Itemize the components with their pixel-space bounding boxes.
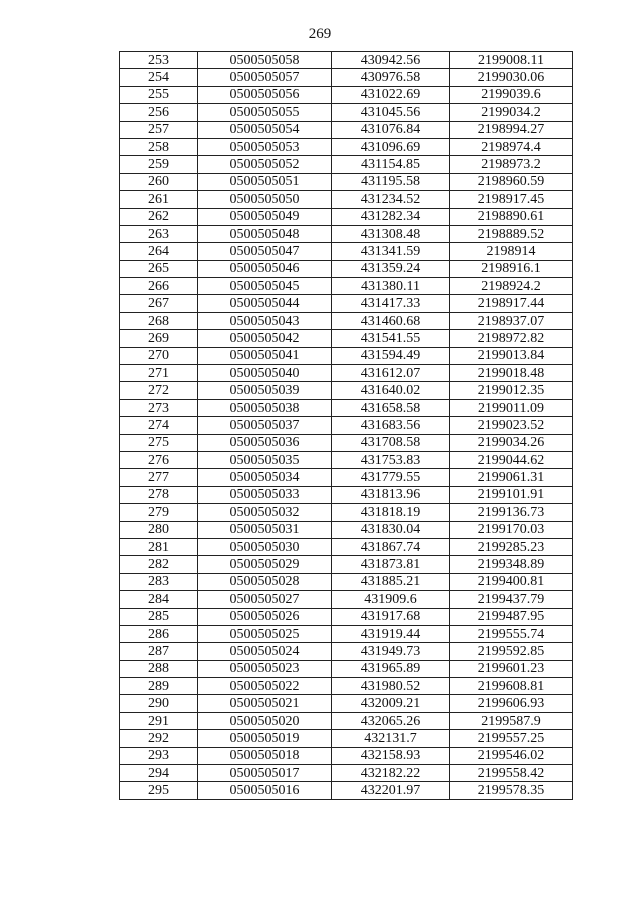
x-coordinate-cell: 432158.93 — [332, 747, 450, 764]
y-coordinate-cell: 2199101.91 — [450, 486, 573, 503]
row-number-cell: 270 — [120, 347, 198, 364]
table-row — [120, 225, 573, 242]
x-coordinate-cell: 431658.58 — [332, 399, 450, 416]
x-coordinate-cell: 431683.56 — [332, 417, 450, 434]
table-row — [120, 312, 573, 329]
x-coordinate-cell: 432131.7 — [332, 730, 450, 747]
point-id-cell: 0500505051 — [198, 173, 332, 190]
point-id-cell: 0500505032 — [198, 504, 332, 521]
x-coordinate-cell: 431234.52 — [332, 191, 450, 208]
y-coordinate-cell: 2198994.27 — [450, 121, 573, 138]
row-number-cell: 265 — [120, 260, 198, 277]
y-coordinate-cell: 2199039.6 — [450, 86, 573, 103]
row-number-cell: 256 — [120, 104, 198, 121]
y-coordinate-cell: 2199587.9 — [450, 712, 573, 729]
point-id-cell: 0500505030 — [198, 538, 332, 555]
point-id-cell: 0500505035 — [198, 451, 332, 468]
table-row — [120, 521, 573, 538]
point-id-cell: 0500505047 — [198, 243, 332, 260]
point-id-cell: 0500505056 — [198, 86, 332, 103]
y-coordinate-cell: 2199348.89 — [450, 556, 573, 573]
y-coordinate-cell: 2198914 — [450, 243, 573, 260]
y-coordinate-cell: 2198917.45 — [450, 191, 573, 208]
row-number-cell: 264 — [120, 243, 198, 260]
x-coordinate-cell: 431541.55 — [332, 330, 450, 347]
table-row — [120, 191, 573, 208]
point-id-cell: 0500505054 — [198, 121, 332, 138]
y-coordinate-cell: 2199592.85 — [450, 643, 573, 660]
point-id-cell: 0500505026 — [198, 608, 332, 625]
y-coordinate-cell: 2198890.61 — [450, 208, 573, 225]
coordinates-table — [119, 51, 573, 800]
row-number-cell: 260 — [120, 173, 198, 190]
point-id-cell: 0500505045 — [198, 278, 332, 295]
x-coordinate-cell: 431917.68 — [332, 608, 450, 625]
point-id-cell: 0500505057 — [198, 69, 332, 86]
y-coordinate-cell: 2199011.09 — [450, 399, 573, 416]
table-row — [120, 608, 573, 625]
row-number-cell: 295 — [120, 782, 198, 799]
table-row — [120, 451, 573, 468]
y-coordinate-cell: 2199023.52 — [450, 417, 573, 434]
x-coordinate-cell: 432065.26 — [332, 712, 450, 729]
y-coordinate-cell: 2199487.95 — [450, 608, 573, 625]
point-id-cell: 0500505058 — [198, 52, 332, 69]
table-row — [120, 556, 573, 573]
point-id-cell: 0500505031 — [198, 521, 332, 538]
table-row — [120, 382, 573, 399]
point-id-cell: 0500505019 — [198, 730, 332, 747]
row-number-cell: 290 — [120, 695, 198, 712]
y-coordinate-cell: 2199044.62 — [450, 451, 573, 468]
table-row — [120, 138, 573, 155]
x-coordinate-cell: 431594.49 — [332, 347, 450, 364]
table-row — [120, 347, 573, 364]
row-number-cell: 257 — [120, 121, 198, 138]
x-coordinate-cell: 431282.34 — [332, 208, 450, 225]
point-id-cell: 0500505017 — [198, 765, 332, 782]
table-row — [120, 660, 573, 677]
row-number-cell: 258 — [120, 138, 198, 155]
point-id-cell: 0500505018 — [198, 747, 332, 764]
y-coordinate-cell: 2199018.48 — [450, 365, 573, 382]
point-id-cell: 0500505023 — [198, 660, 332, 677]
point-id-cell: 0500505050 — [198, 191, 332, 208]
y-coordinate-cell: 2198924.2 — [450, 278, 573, 295]
y-coordinate-cell: 2199601.23 — [450, 660, 573, 677]
point-id-cell: 0500505036 — [198, 434, 332, 451]
y-coordinate-cell: 2199578.35 — [450, 782, 573, 799]
point-id-cell: 0500505039 — [198, 382, 332, 399]
table-row — [120, 625, 573, 642]
x-coordinate-cell: 431417.33 — [332, 295, 450, 312]
y-coordinate-cell: 2199013.84 — [450, 347, 573, 364]
y-coordinate-cell: 2199008.11 — [450, 52, 573, 69]
row-number-cell: 276 — [120, 451, 198, 468]
x-coordinate-cell: 431022.69 — [332, 86, 450, 103]
point-id-cell: 0500505055 — [198, 104, 332, 121]
table-row — [120, 747, 573, 764]
row-number-cell: 291 — [120, 712, 198, 729]
row-number-cell: 292 — [120, 730, 198, 747]
table-row — [120, 69, 573, 86]
x-coordinate-cell: 431965.89 — [332, 660, 450, 677]
point-id-cell: 0500505028 — [198, 573, 332, 590]
table-row — [120, 695, 573, 712]
x-coordinate-cell: 431873.81 — [332, 556, 450, 573]
table-row — [120, 243, 573, 260]
x-coordinate-cell: 431096.69 — [332, 138, 450, 155]
point-id-cell: 0500505022 — [198, 678, 332, 695]
x-coordinate-cell: 431195.58 — [332, 173, 450, 190]
x-coordinate-cell: 431460.68 — [332, 312, 450, 329]
row-number-cell: 279 — [120, 504, 198, 521]
y-coordinate-cell: 2198960.59 — [450, 173, 573, 190]
y-coordinate-cell: 2199034.2 — [450, 104, 573, 121]
point-id-cell: 0500505029 — [198, 556, 332, 573]
table-row — [120, 591, 573, 608]
y-coordinate-cell: 2198972.82 — [450, 330, 573, 347]
point-id-cell: 0500505040 — [198, 365, 332, 382]
y-coordinate-cell: 2199546.02 — [450, 747, 573, 764]
row-number-cell: 262 — [120, 208, 198, 225]
table-row — [120, 782, 573, 799]
table-row — [120, 365, 573, 382]
y-coordinate-cell: 2199170.03 — [450, 521, 573, 538]
y-coordinate-cell: 2198917.44 — [450, 295, 573, 312]
x-coordinate-cell: 431980.52 — [332, 678, 450, 695]
y-coordinate-cell: 2199400.81 — [450, 573, 573, 590]
point-id-cell: 0500505041 — [198, 347, 332, 364]
row-number-cell: 266 — [120, 278, 198, 295]
row-number-cell: 294 — [120, 765, 198, 782]
point-id-cell: 0500505048 — [198, 225, 332, 242]
row-number-cell: 280 — [120, 521, 198, 538]
row-number-cell: 281 — [120, 538, 198, 555]
x-coordinate-cell: 431830.04 — [332, 521, 450, 538]
x-coordinate-cell: 431359.24 — [332, 260, 450, 277]
point-id-cell: 0500505044 — [198, 295, 332, 312]
table-row — [120, 173, 573, 190]
point-id-cell: 0500505034 — [198, 469, 332, 486]
table-row — [120, 765, 573, 782]
table-row — [120, 295, 573, 312]
x-coordinate-cell: 431308.48 — [332, 225, 450, 242]
point-id-cell: 0500505049 — [198, 208, 332, 225]
y-coordinate-cell: 2199030.06 — [450, 69, 573, 86]
x-coordinate-cell: 431885.21 — [332, 573, 450, 590]
x-coordinate-cell: 431154.85 — [332, 156, 450, 173]
row-number-cell: 285 — [120, 608, 198, 625]
table-row — [120, 208, 573, 225]
point-id-cell: 0500505037 — [198, 417, 332, 434]
y-coordinate-cell: 2199606.93 — [450, 695, 573, 712]
table-row — [120, 278, 573, 295]
table-row — [120, 573, 573, 590]
y-coordinate-cell: 2199285.23 — [450, 538, 573, 555]
y-coordinate-cell: 2199012.35 — [450, 382, 573, 399]
x-coordinate-cell: 431813.96 — [332, 486, 450, 503]
point-id-cell: 0500505024 — [198, 643, 332, 660]
row-number-cell: 289 — [120, 678, 198, 695]
table-row — [120, 643, 573, 660]
x-coordinate-cell: 431909.6 — [332, 591, 450, 608]
row-number-cell: 275 — [120, 434, 198, 451]
x-coordinate-cell: 431867.74 — [332, 538, 450, 555]
x-coordinate-cell: 432201.97 — [332, 782, 450, 799]
x-coordinate-cell: 432182.22 — [332, 765, 450, 782]
row-number-cell: 259 — [120, 156, 198, 173]
y-coordinate-cell: 2199034.26 — [450, 434, 573, 451]
table-row — [120, 121, 573, 138]
row-number-cell: 254 — [120, 69, 198, 86]
y-coordinate-cell: 2199555.74 — [450, 625, 573, 642]
row-number-cell: 283 — [120, 573, 198, 590]
table-row — [120, 538, 573, 555]
table-row — [120, 86, 573, 103]
table-row — [120, 330, 573, 347]
y-coordinate-cell: 2199558.42 — [450, 765, 573, 782]
x-coordinate-cell: 432009.21 — [332, 695, 450, 712]
row-number-cell: 261 — [120, 191, 198, 208]
point-id-cell: 0500505038 — [198, 399, 332, 416]
row-number-cell: 269 — [120, 330, 198, 347]
row-number-cell: 253 — [120, 52, 198, 69]
x-coordinate-cell: 431919.44 — [332, 625, 450, 642]
y-coordinate-cell: 2199061.31 — [450, 469, 573, 486]
point-id-cell: 0500505042 — [198, 330, 332, 347]
row-number-cell: 272 — [120, 382, 198, 399]
row-number-cell: 287 — [120, 643, 198, 660]
row-number-cell: 267 — [120, 295, 198, 312]
table-row — [120, 417, 573, 434]
x-coordinate-cell: 430942.56 — [332, 52, 450, 69]
x-coordinate-cell: 431640.02 — [332, 382, 450, 399]
point-id-cell: 0500505020 — [198, 712, 332, 729]
x-coordinate-cell: 431380.11 — [332, 278, 450, 295]
point-id-cell: 0500505043 — [198, 312, 332, 329]
y-coordinate-cell: 2199557.25 — [450, 730, 573, 747]
table-row — [120, 260, 573, 277]
point-id-cell: 0500505021 — [198, 695, 332, 712]
point-id-cell: 0500505046 — [198, 260, 332, 277]
table-row — [120, 678, 573, 695]
row-number-cell: 286 — [120, 625, 198, 642]
row-number-cell: 284 — [120, 591, 198, 608]
y-coordinate-cell: 2198937.07 — [450, 312, 573, 329]
point-id-cell: 0500505053 — [198, 138, 332, 155]
row-number-cell: 268 — [120, 312, 198, 329]
y-coordinate-cell: 2198889.52 — [450, 225, 573, 242]
x-coordinate-cell: 431612.07 — [332, 365, 450, 382]
point-id-cell: 0500505033 — [198, 486, 332, 503]
page-number: 269 — [308, 26, 332, 42]
row-number-cell: 274 — [120, 417, 198, 434]
y-coordinate-cell: 2198916.1 — [450, 260, 573, 277]
point-id-cell: 0500505027 — [198, 591, 332, 608]
table-row — [120, 434, 573, 451]
table-row — [120, 156, 573, 173]
row-number-cell: 277 — [120, 469, 198, 486]
table-row — [120, 504, 573, 521]
x-coordinate-cell: 431949.73 — [332, 643, 450, 660]
y-coordinate-cell: 2199437.79 — [450, 591, 573, 608]
x-coordinate-cell: 431045.56 — [332, 104, 450, 121]
x-coordinate-cell: 431818.19 — [332, 504, 450, 521]
x-coordinate-cell: 431341.59 — [332, 243, 450, 260]
table-row — [120, 730, 573, 747]
x-coordinate-cell: 430976.58 — [332, 69, 450, 86]
table-row — [120, 486, 573, 503]
y-coordinate-cell: 2199136.73 — [450, 504, 573, 521]
row-number-cell: 263 — [120, 225, 198, 242]
x-coordinate-cell: 431779.55 — [332, 469, 450, 486]
row-number-cell: 271 — [120, 365, 198, 382]
x-coordinate-cell: 431076.84 — [332, 121, 450, 138]
point-id-cell: 0500505016 — [198, 782, 332, 799]
row-number-cell: 288 — [120, 660, 198, 677]
table-row — [120, 469, 573, 486]
row-number-cell: 278 — [120, 486, 198, 503]
y-coordinate-cell: 2198974.4 — [450, 138, 573, 155]
point-id-cell: 0500505025 — [198, 625, 332, 642]
table-row — [120, 52, 573, 69]
point-id-cell: 0500505052 — [198, 156, 332, 173]
y-coordinate-cell: 2199608.81 — [450, 678, 573, 695]
row-number-cell: 273 — [120, 399, 198, 416]
y-coordinate-cell: 2198973.2 — [450, 156, 573, 173]
table-row — [120, 712, 573, 729]
x-coordinate-cell: 431708.58 — [332, 434, 450, 451]
table-row — [120, 104, 573, 121]
table-row — [120, 399, 573, 416]
row-number-cell: 255 — [120, 86, 198, 103]
x-coordinate-cell: 431753.83 — [332, 451, 450, 468]
row-number-cell: 282 — [120, 556, 198, 573]
row-number-cell: 293 — [120, 747, 198, 764]
